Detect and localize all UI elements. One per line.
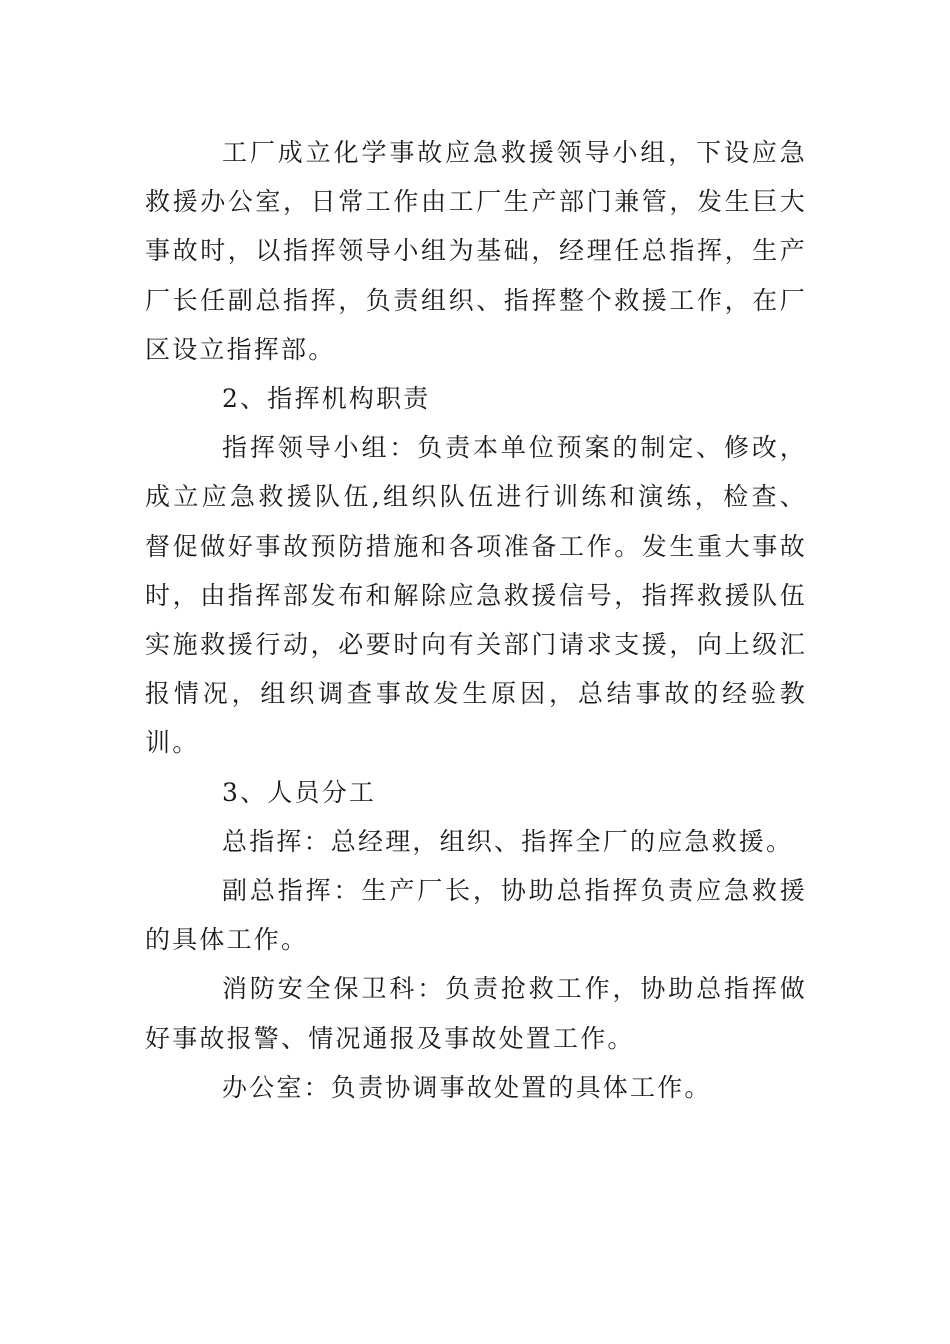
paragraph-leadership-duties: 指挥领导小组：负责本单位预案的制定、修改，成立应急救援队伍,组织队伍进行训练和演练，检查、督促做好事故预防措施和各项准备工作。发生重大事故时，由指挥部发布和解除应急救援信号，指挥救援队伍实施救援行动，必要时向有关部门请求支援，向上级汇报情况，组织调查事故发生原因，总结事故的经验教训。: [145, 433, 807, 758]
paragraph-organization: 工厂成立化学事故应急救援领导小组，下设应急救援办公室，日常工作由工厂生产部门兼管，发生巨大事故时，以指挥领导小组为基础，经理任总指挥，生产厂长任副总指挥，负责组织、指挥整个救援工作，在厂区设立指挥部。: [145, 138, 807, 364]
paragraph-deputy-commander: 副总指挥：生产厂长，协助总指挥负责应急救援的具体工作。: [145, 876, 807, 955]
section-heading-command-duties: 2、指挥机构职责: [222, 384, 431, 414]
document-body: [145, 128, 807, 1112]
paragraph-office: 办公室：负责协调事故处置的具体工作。: [222, 1072, 712, 1102]
section-heading-staff-division: 3、人员分工: [222, 777, 377, 807]
paragraph-chief-commander: 总指挥：总经理，组织、指挥全厂的应急救援。: [222, 826, 794, 856]
paragraph-fire-safety-dept: 消防安全保卫科：负责抢救工作，协助总指挥做好事故报警、情况通报及事故处置工作。: [145, 974, 807, 1053]
